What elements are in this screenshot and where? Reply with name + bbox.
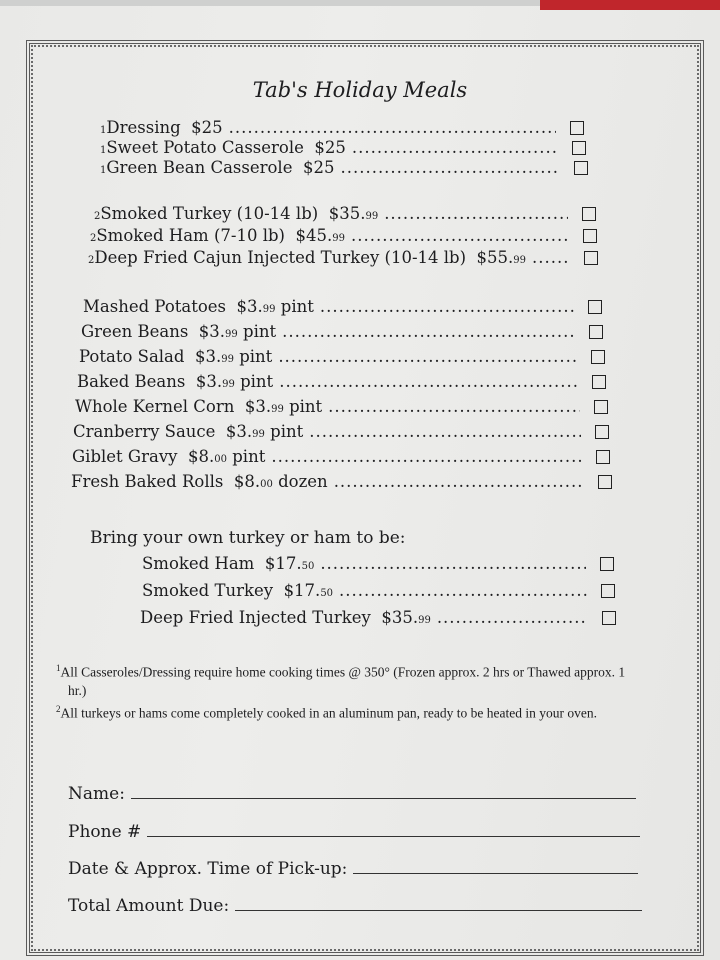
- dot-leader: [384, 204, 568, 223]
- dot-leader: [437, 608, 588, 627]
- form-blank-line[interactable]: [235, 896, 642, 911]
- menu-item: [73, 422, 609, 441]
- item-price-cents: 00: [260, 479, 273, 490]
- footnote-marker: 2: [88, 255, 95, 266]
- dot-leader: [320, 297, 574, 316]
- footnote-2: $^2$All turkeys or hams come completely cooked in an aluminum pan, ready to be heated in your oven.: [56, 703, 597, 720]
- order-checkbox[interactable]: [583, 229, 597, 243]
- item-price: $25: [191, 118, 223, 137]
- menu-item: [142, 554, 614, 573]
- footnotes: [46, 659, 646, 722]
- item-name: Dressing: [106, 118, 181, 137]
- dot-leader: [229, 118, 556, 137]
- form-label: Date & Approx. Time of Pick-up:: [68, 859, 348, 879]
- form-field: [68, 896, 642, 916]
- item-name: Smoked Ham: [142, 554, 255, 573]
- menu-title: Tab's Holiday Meals: [252, 78, 468, 102]
- dot-leader: [279, 372, 578, 391]
- item-price: $3.: [194, 347, 222, 366]
- menu-item: [100, 118, 584, 137]
- dot-leader: [351, 226, 569, 245]
- order-checkbox[interactable]: [595, 425, 609, 439]
- menu-item: [142, 581, 615, 600]
- dot-leader: [334, 472, 584, 491]
- item-price-cents: 99: [252, 429, 265, 440]
- form-blank-line[interactable]: [353, 859, 638, 874]
- item-name: Potato Salad: [79, 347, 185, 366]
- order-checkbox[interactable]: [570, 121, 584, 135]
- byo-heading: Bring your own turkey or ham to be:: [90, 528, 406, 548]
- dot-leader: [271, 447, 582, 466]
- menu-item: [71, 472, 612, 491]
- item-price: $35.: [328, 204, 366, 223]
- menu-item: [79, 347, 605, 366]
- item-price: $8.: [233, 472, 261, 491]
- dot-leader: [320, 554, 586, 573]
- red-object: [540, 0, 720, 10]
- item-unit: dozen: [278, 472, 328, 491]
- menu-paper: [0, 6, 720, 960]
- order-checkbox[interactable]: [584, 251, 598, 265]
- item-price-cents: 99: [221, 354, 234, 365]
- order-checkbox[interactable]: [592, 375, 606, 389]
- form-field: [68, 859, 638, 879]
- item-price-cents: 99: [418, 615, 431, 626]
- form-blank-line[interactable]: [147, 822, 640, 837]
- item-price-cents: 50: [301, 561, 315, 572]
- item-price: $25: [314, 138, 346, 157]
- menu-item: [72, 447, 610, 466]
- order-checkbox[interactable]: [588, 300, 602, 314]
- item-name: Cranberry Sauce: [73, 422, 216, 441]
- footnote-marker: 1: [100, 145, 107, 156]
- order-checkbox[interactable]: [574, 161, 588, 175]
- item-price: $25: [302, 158, 335, 177]
- item-price: $3.: [225, 422, 253, 441]
- item-name: Sweet Potato Casserole: [106, 138, 304, 157]
- item-unit: pint: [240, 372, 274, 391]
- footnote-marker: 2: [94, 211, 101, 222]
- item-price: $55.: [476, 248, 514, 267]
- item-unit: pint: [270, 422, 304, 441]
- item-price-cents: 99: [332, 233, 345, 244]
- order-checkbox[interactable]: [582, 207, 596, 221]
- item-name: Giblet Gravy: [72, 447, 178, 466]
- menu-item: [94, 204, 596, 223]
- form-label: Name:: [68, 784, 125, 804]
- order-checkbox[interactable]: [596, 450, 610, 464]
- form-label: Phone #: [68, 822, 142, 842]
- item-price: $3.: [198, 322, 226, 341]
- menu-item: [140, 608, 616, 627]
- item-price-cents: 99: [513, 255, 527, 266]
- order-checkbox[interactable]: [598, 475, 612, 489]
- menu-item: [100, 158, 588, 177]
- dot-leader: [282, 322, 575, 341]
- footnote-marker: 1: [100, 165, 107, 176]
- menu-item: [75, 397, 608, 416]
- dot-leader: [328, 397, 580, 416]
- item-price: $3.: [195, 372, 223, 391]
- dot-leader: [309, 422, 581, 441]
- menu-item: [90, 226, 597, 245]
- order-checkbox[interactable]: [601, 584, 615, 598]
- item-unit: pint: [280, 297, 314, 316]
- item-name: Whole Kernel Corn: [75, 397, 235, 416]
- item-name: Green Bean Casserole: [106, 158, 293, 177]
- footnote-marker: 2: [90, 233, 97, 244]
- item-unit: pint: [232, 447, 266, 466]
- dot-leader: [352, 138, 558, 157]
- item-price-cents: 99: [365, 211, 379, 222]
- item-name: Smoked Turkey: [142, 581, 274, 600]
- item-price-cents: 99: [262, 304, 276, 315]
- item-price: $8.: [188, 447, 215, 466]
- menu-item: [81, 322, 603, 341]
- item-price: $17.: [264, 554, 302, 573]
- item-price-cents: 99: [222, 379, 235, 390]
- item-unit: pint: [239, 347, 273, 366]
- item-name: Smoked Turkey (10-14 lb): [100, 204, 319, 223]
- item-name: Baked Beans: [77, 372, 186, 391]
- order-checkbox[interactable]: [594, 400, 608, 414]
- item-unit: pint: [243, 322, 277, 341]
- dot-leader: [278, 347, 577, 366]
- item-price: $35.: [381, 608, 419, 627]
- menu-item: [88, 248, 598, 267]
- item-name: Green Beans: [81, 322, 189, 341]
- form-label: Total Amount Due:: [68, 896, 230, 916]
- decorative-border: [26, 40, 704, 956]
- dot-leader: [340, 158, 560, 177]
- order-checkbox[interactable]: [591, 350, 605, 364]
- item-price-cents: 00: [214, 454, 227, 465]
- order-checkbox[interactable]: [600, 557, 614, 571]
- item-name: Deep Fried Injected Turkey: [140, 608, 371, 627]
- item-price-cents: 99: [271, 404, 284, 415]
- menu-item: [100, 138, 586, 157]
- menu-item: [83, 297, 602, 316]
- item-name: Mashed Potatoes: [83, 297, 227, 316]
- item-price-cents: 50: [320, 588, 334, 599]
- item-price: $3.: [236, 297, 263, 316]
- item-price: $17.: [283, 581, 321, 600]
- order-checkbox[interactable]: [572, 141, 586, 155]
- item-name: Fresh Baked Rolls: [71, 472, 224, 491]
- form-field: [68, 784, 636, 804]
- form-blank-line[interactable]: [131, 784, 636, 799]
- item-unit: pint: [289, 397, 323, 416]
- dot-leader: [532, 248, 570, 267]
- item-name: Deep Fried Cajun Injected Turkey (10-14 lb): [94, 248, 467, 267]
- order-checkbox[interactable]: [602, 611, 616, 625]
- item-price-cents: 99: [225, 329, 238, 340]
- footnote-1: $^1$All Casseroles/Dressing require home cooking times @ 350° (Frozen approx. 2 hrs or Thawed approx. 1 hr.): [56, 663, 626, 698]
- item-name: Smoked Ham (7-10 lb): [96, 226, 285, 245]
- item-price: $45.: [295, 226, 333, 245]
- item-price: $3.: [244, 397, 272, 416]
- menu-item: [77, 372, 606, 391]
- footnote-marker: 1: [100, 125, 107, 136]
- dot-leader: [339, 581, 587, 600]
- order-checkbox[interactable]: [589, 325, 603, 339]
- form-field: [68, 822, 640, 842]
